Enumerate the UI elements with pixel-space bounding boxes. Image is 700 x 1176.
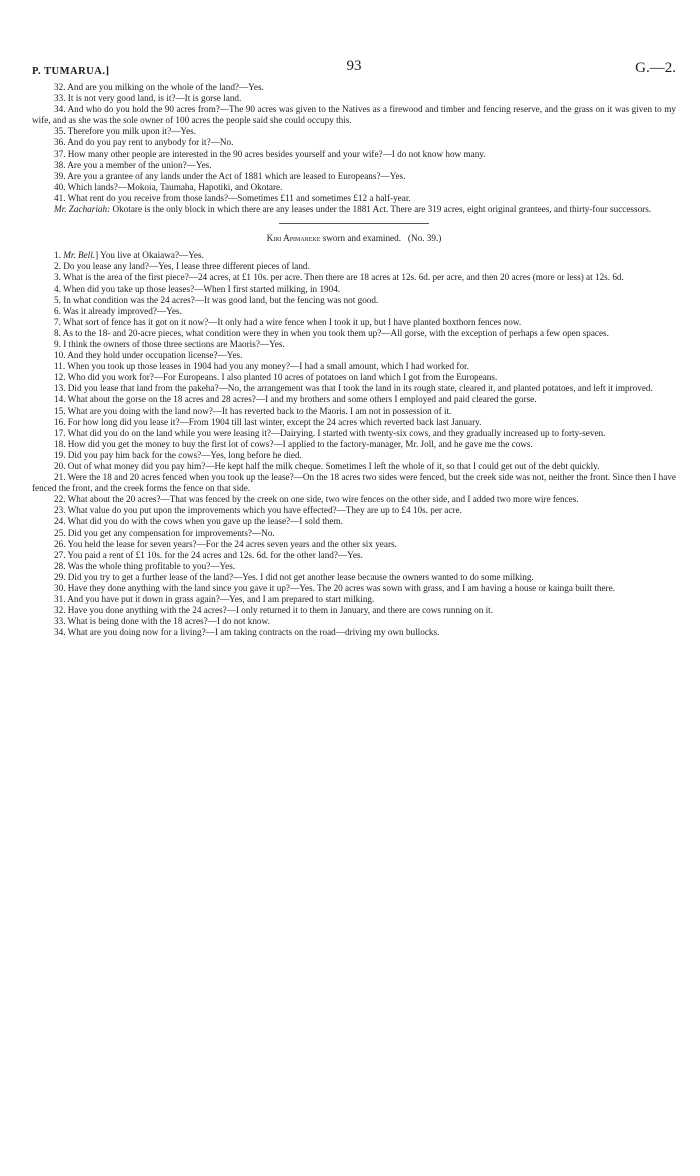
question-paragraph: 8. As to the 18- and 20-acre pieces, what condition were they in when you took them up?—All gorse, with the exception of perhaps a few open spaces. [54,327,609,338]
question-paragraph: 13. Did you lease that land from the pakeha?—No, the arrangement was that I took the land in its rough state, cleared it, and planted potatoes, and left it improved. [54,383,653,394]
document-page [32,56,676,639]
question-paragraph: 24. What did you do with the cows when you gave up the lease?—I sold them. [54,516,343,527]
question-paragraph: 25. Did you get any compensation for improvements?—No. [54,527,275,538]
question-paragraph: 37. How many other people are interested in the 90 acres besides yourself and your wife?—I do not know how many. [54,148,486,159]
question-number: 1. [54,250,64,261]
document-code: G.—2. [635,60,676,76]
statement-paragraph [32,204,676,215]
body-text [32,82,676,639]
question-paragraph: 15. What are you doing with the land now?—It has reverted back to the Maoris. I am not in possession of it. [54,405,452,416]
question-paragraph: 33. It is not very good land, is it?—It is gorse land. [54,93,242,104]
question-text: ] You live at Okaiawa?—Yes. [95,250,204,261]
statement-speaker: Mr. Zachariah: [54,204,111,215]
page-number: 93 [346,58,362,74]
evidence-part-1 [32,82,676,204]
examiner-name: Mr. Bell. [63,250,96,261]
question-paragraph: 14. What about the gorse on the 18 acres and 28 acres?—I and my brothers and some others I employed and paid cleared the gorse. [54,394,537,405]
question-paragraph: 3. What is the area of the first piece?—24 acres, at £1 10s. per acre. Then there are 18 acres at 12s. 6d. per acre, and then 20 acres (more or less) at 12s. 6d. [54,272,624,283]
question-paragraph: 2. Do you lease any land?—Yes, I lease three different pieces of land. [54,261,310,272]
statement-text: Okotare is the only block in which there are any leases under the 1881 Act. There are 319 acres, eight original grantees, and thirty-four successors. [110,204,652,215]
question-paragraph: 17. What did you do on the land while you were leasing it?—Dairying. I started with twenty-six cows, and they gradually increased up to forty-seven. [54,427,606,438]
question-paragraph: 19. Did you pay him back for the cows?—Yes, long before he died. [54,449,302,460]
question-paragraph [32,250,676,261]
question-paragraph: 41. What rent do you receive from those lands?—Sometimes £11 and sometimes £12 a half-year. [54,192,411,203]
evidence-part-2 [32,261,676,638]
question-paragraph: 18. How did you get the money to buy the first lot of cows?—I applied to the factory-manager, Mr. Joll, and he gave me the cows. [54,438,533,449]
witness-number: (No. 39.) [407,233,442,244]
witness-name: Kiri Apimareke [266,233,321,244]
witness-sworn: sworn and examined. [320,233,402,244]
question-paragraph: 26. You held the lease for seven years?—For the 24 acres seven years and the other six years. [54,538,397,549]
question-paragraph: 31. And you have put it down in grass again?—Yes, and I am prepared to start milking. [54,594,375,605]
question-paragraph: 30. Have they done anything with the land since you gave it up?—Yes. The 20 acres was sown with grass, and I am having a house or kainga built there. [54,583,615,594]
question-paragraph: 6. Was it already improved?—Yes. [54,305,182,316]
question-paragraph: 32. Have you done anything with the 24 acres?—I only returned it to them in January, and there are cows running on it. [54,605,494,616]
question-paragraph: 36. And do you pay rent to anybody for it?—No. [54,137,234,148]
page-header [32,56,676,82]
question-paragraph: 5. In what condition was the 24 acres?—It was good land, but the fencing was not good. [54,294,379,305]
question-paragraph: 38. Are you a member of the union?—Yes. [54,159,212,170]
question-paragraph: 22. What about the 20 acres?—That was fenced by the creek on one side, two wire fences on the other side, and I added two more wire fences. [54,494,579,505]
question-paragraph: 12. Who did you work for?—For Europeans. I also planted 10 acres of potatoes on land which I got from the Europeans. [54,372,498,383]
witness-heading [32,233,676,244]
question-paragraph: 11. When you took up those leases in 1904 had you any money?—I had a small amount, which I had worked for. [54,361,469,372]
question-paragraph: 27. You paid a rent of £1 10s. for the 24 acres and 12s. 6d. for the other land?—Yes. [54,549,363,560]
question-paragraph: 40. Which lands?—Mokoia, Taumaha, Hapotiki, and Okotare. [54,181,283,192]
question-paragraph: 10. And they hold under occupation license?—Yes. [54,350,243,361]
question-paragraph: 7. What sort of fence has it got on it now?—It only had a wire fence when I took it up, but I have planted boxthorn fences now. [54,316,522,327]
question-paragraph: 29. Did you try to get a further lease of the land?—Yes. I did not get another lease because the owners wanted to do some milking. [54,571,534,582]
section-divider [279,223,429,224]
running-head: P. TUMARUA.] [32,66,110,77]
question-paragraph: 23. What value do you put upon the improvements which you have effected?—They are up to £4 10s. per acre. [54,505,462,516]
question-paragraph: 4. When did you take up those leases?—When I first started milking, in 1904. [54,283,341,294]
question-paragraph: 9. I think the owners of those three sections are Maoris?—Yes. [54,338,285,349]
question-paragraph: 34. What are you doing now for a living?—I am taking contracts on the road—driving my own bullocks. [54,627,440,638]
question-paragraph: 32. And are you milking on the whole of the land?—Yes. [54,82,264,92]
question-paragraph: 35. Therefore you milk upon it?—Yes. [54,126,197,137]
question-paragraph: 16. For how long did you lease it?—From 1904 till last winter, except the 24 acres which reverted back last January. [54,416,482,427]
question-paragraph: 20. Out of what money did you pay him?—He kept half the milk cheque. Sometimes I left the whole of it, so that I could get out of the debt quickly. [54,461,600,471]
question-paragraph: 21. Were the 18 and 20 acres fenced when you took up the lease?—On the 18 acres two sides were fenced, but the creek side was not, neither the front. Since then I have fenced the front, and the creek forms the fence on that side. [32,472,676,494]
question-paragraph: 34. And who do you hold the 90 acres from?—The 90 acres was given to the Natives as a firewood and timber and fencing reserve, and the grass on it was given to my wife, and as she was the sole owner of 100 acres the people said she could occupy this. [32,104,676,126]
question-paragraph: 33. What is being done with the 18 acres?—I do not know. [54,616,270,627]
question-paragraph: 39. Are you a grantee of any lands under the Act of 1881 which are leased to Europeans?—Yes. [54,170,406,181]
question-paragraph: 28. Was the whole thing profitable to you?—Yes. [54,560,236,571]
